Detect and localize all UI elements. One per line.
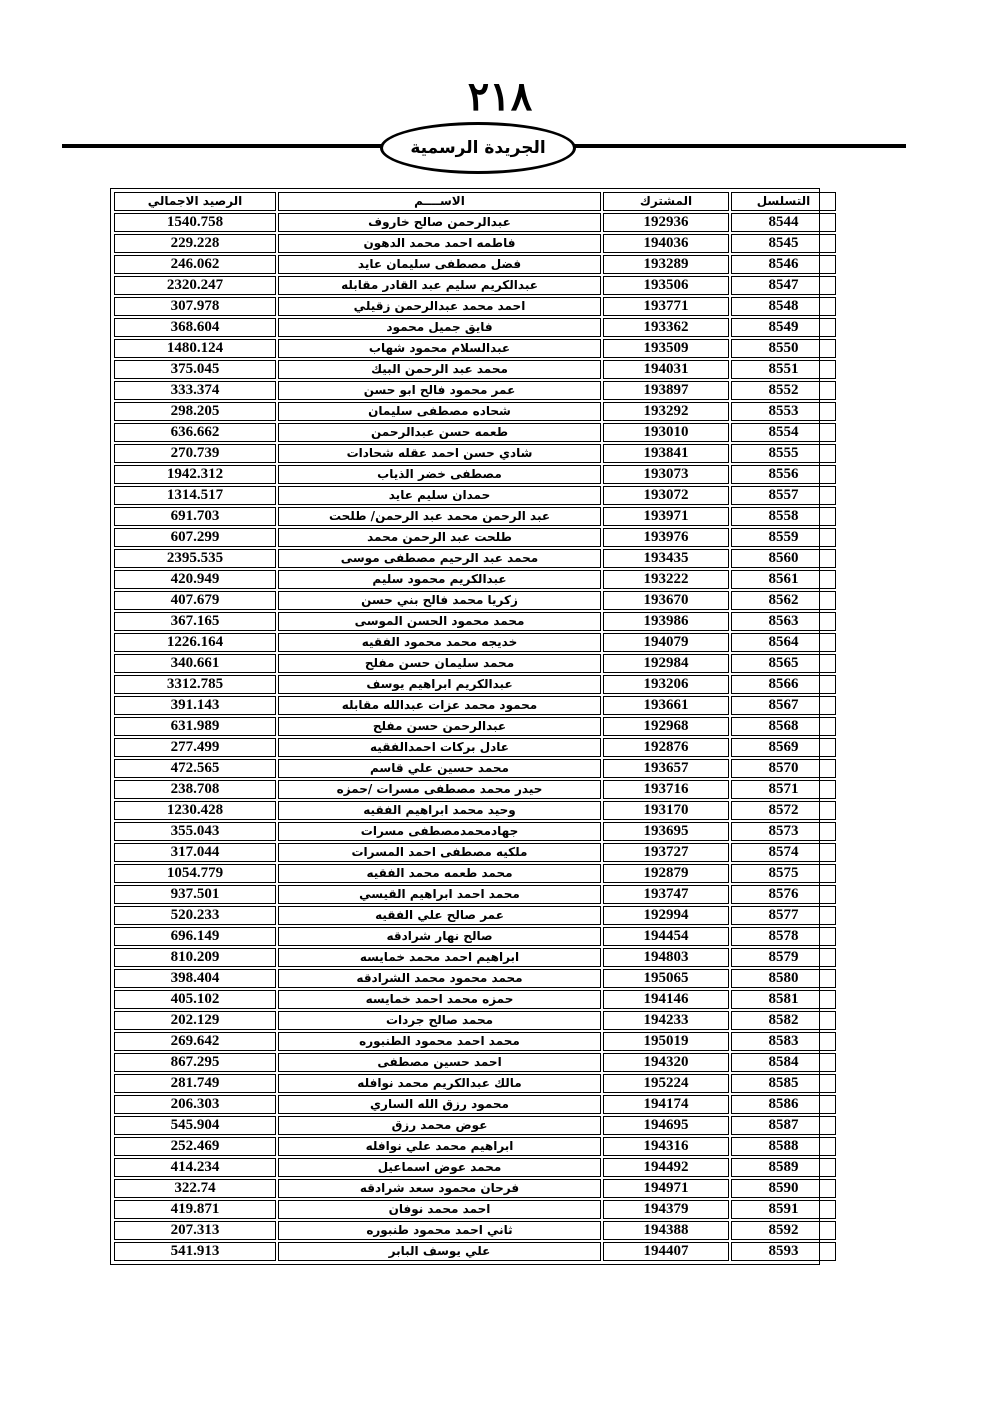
cell-subscriber: 193509 [603, 339, 729, 358]
cell-name: شحاده مصطفى سليمان [278, 402, 601, 421]
table-row [114, 1158, 836, 1177]
cell-balance: 405.102 [114, 990, 276, 1009]
table-row [114, 234, 836, 253]
cell-subscriber: 194031 [603, 360, 729, 379]
cell-serial: 8555 [731, 444, 836, 463]
table-row [114, 381, 836, 400]
cell-balance: 281.749 [114, 1074, 276, 1093]
table-row [114, 297, 836, 316]
cell-name: علي يوسف البابر [278, 1242, 601, 1261]
cell-subscriber: 192879 [603, 864, 729, 883]
cell-balance: 541.913 [114, 1242, 276, 1261]
table-row [114, 633, 836, 652]
cell-serial: 8556 [731, 465, 836, 484]
cell-balance: 270.739 [114, 444, 276, 463]
cell-name: فايق جميل محمود [278, 318, 601, 337]
cell-name: شادي حسن احمد عقله شحادات [278, 444, 601, 463]
cell-subscriber: 193010 [603, 423, 729, 442]
cell-subscriber: 193747 [603, 885, 729, 904]
cell-name: محمد حسين علي قاسم [278, 759, 601, 778]
cell-name: محمد صالح جردات [278, 1011, 601, 1030]
cell-name: محمد طعمه محمد الفقيه [278, 864, 601, 883]
page-number: ٢١٨ [467, 73, 533, 120]
cell-subscriber: 193657 [603, 759, 729, 778]
cell-serial: 8558 [731, 507, 836, 526]
cell-balance: 206.303 [114, 1095, 276, 1114]
table-row [114, 1053, 836, 1072]
cell-balance: 1054.779 [114, 864, 276, 883]
cell-subscriber: 194454 [603, 927, 729, 946]
cell-name: احمد محمد عبدالرحمن زقيلي [278, 297, 601, 316]
cell-subscriber: 194803 [603, 948, 729, 967]
cell-subscriber: 193670 [603, 591, 729, 610]
cell-name: عبد الرحمن محمد عبد الرحمن/ طلحت [278, 507, 601, 526]
cell-serial: 8583 [731, 1032, 836, 1051]
cell-balance: 472.565 [114, 759, 276, 778]
cell-name: زكريا محمد فالح بني حسن [278, 591, 601, 610]
cell-serial: 8588 [731, 1137, 836, 1156]
cell-subscriber: 194233 [603, 1011, 729, 1030]
table-row [114, 885, 836, 904]
cell-subscriber: 193986 [603, 612, 729, 631]
cell-serial: 8552 [731, 381, 836, 400]
cell-balance: 1480.124 [114, 339, 276, 358]
table-row [114, 360, 836, 379]
cell-name: محمود رزق الله الساري [278, 1095, 601, 1114]
cell-serial: 8560 [731, 549, 836, 568]
cell-subscriber: 194320 [603, 1053, 729, 1072]
cell-subscriber: 193976 [603, 528, 729, 547]
table-row [114, 1032, 836, 1051]
cell-balance: 202.129 [114, 1011, 276, 1030]
cell-balance: 322.74 [114, 1179, 276, 1198]
cell-balance: 246.062 [114, 255, 276, 274]
cell-balance: 545.904 [114, 1116, 276, 1135]
subscriber-balance-table [110, 188, 820, 1265]
table-row [114, 1137, 836, 1156]
table-header-row [114, 192, 836, 211]
table-row [114, 570, 836, 589]
table-row [114, 402, 836, 421]
cell-subscriber: 193771 [603, 297, 729, 316]
cell-serial: 8582 [731, 1011, 836, 1030]
table-row [114, 1074, 836, 1093]
table-row [114, 507, 836, 526]
cell-name: ابراهيم احمد محمد خمايسه [278, 948, 601, 967]
cell-balance: 1942.312 [114, 465, 276, 484]
cell-balance: 238.708 [114, 780, 276, 799]
cell-serial: 8563 [731, 612, 836, 631]
cell-name: عبدالرحمن صالح خاروف [278, 213, 601, 232]
cell-serial: 8562 [731, 591, 836, 610]
cell-serial: 8572 [731, 801, 836, 820]
cell-serial: 8545 [731, 234, 836, 253]
cell-balance: 269.642 [114, 1032, 276, 1051]
cell-subscriber: 193661 [603, 696, 729, 715]
cell-balance: 355.043 [114, 822, 276, 841]
table-row [114, 990, 836, 1009]
header-subscriber: المشترك [603, 192, 729, 211]
cell-serial: 8589 [731, 1158, 836, 1177]
cell-name: محمود محمد عزات عبدالله مقابله [278, 696, 601, 715]
cell-subscriber: 194971 [603, 1179, 729, 1198]
cell-subscriber: 192876 [603, 738, 729, 757]
cell-balance: 340.661 [114, 654, 276, 673]
table-row [114, 717, 836, 736]
cell-balance: 520.233 [114, 906, 276, 925]
cell-serial: 8578 [731, 927, 836, 946]
cell-serial: 8561 [731, 570, 836, 589]
cell-subscriber: 194379 [603, 1200, 729, 1219]
cell-balance: 252.469 [114, 1137, 276, 1156]
cell-subscriber: 193289 [603, 255, 729, 274]
cell-name: عبدالسلام محمود شهاب [278, 339, 601, 358]
cell-subscriber: 193292 [603, 402, 729, 421]
cell-serial: 8567 [731, 696, 836, 715]
table-row [114, 906, 836, 925]
cell-name: محمد عبد الرحمن البيك [278, 360, 601, 379]
cell-serial: 8581 [731, 990, 836, 1009]
cell-serial: 8559 [731, 528, 836, 547]
cell-balance: 937.501 [114, 885, 276, 904]
cell-name: جهادمحمدمصطفى مسرات [278, 822, 601, 841]
cell-balance: 333.374 [114, 381, 276, 400]
cell-balance: 1540.758 [114, 213, 276, 232]
cell-name: فاطمه احمد محمد الدهون [278, 234, 601, 253]
cell-subscriber: 193170 [603, 801, 729, 820]
table-row [114, 213, 836, 232]
table-row [114, 318, 836, 337]
cell-serial: 8593 [731, 1242, 836, 1261]
cell-serial: 8553 [731, 402, 836, 421]
table-row [114, 465, 836, 484]
table-row [114, 1116, 836, 1135]
table-row [114, 948, 836, 967]
cell-subscriber: 193073 [603, 465, 729, 484]
table-row [114, 591, 836, 610]
cell-serial: 8585 [731, 1074, 836, 1093]
table-row [114, 1200, 836, 1219]
cell-serial: 8564 [731, 633, 836, 652]
cell-name: طعمه حسن عبدالرحمن [278, 423, 601, 442]
cell-subscriber: 194492 [603, 1158, 729, 1177]
cell-serial: 8576 [731, 885, 836, 904]
cell-subscriber: 192994 [603, 906, 729, 925]
cell-balance: 398.404 [114, 969, 276, 988]
cell-subscriber: 194316 [603, 1137, 729, 1156]
cell-subscriber: 193362 [603, 318, 729, 337]
cell-subscriber: 194388 [603, 1221, 729, 1240]
cell-balance: 691.703 [114, 507, 276, 526]
cell-balance: 696.149 [114, 927, 276, 946]
cell-subscriber: 193897 [603, 381, 729, 400]
cell-name: فرحان محمود سعد شرادقه [278, 1179, 601, 1198]
table-row [114, 549, 836, 568]
cell-name: ابراهيم محمد علي نوافله [278, 1137, 601, 1156]
cell-name: وحيد محمد ابراهيم الفقيه [278, 801, 601, 820]
cell-serial: 8590 [731, 1179, 836, 1198]
cell-serial: 8565 [731, 654, 836, 673]
cell-name: صالح نهار شرادقه [278, 927, 601, 946]
cell-serial: 8548 [731, 297, 836, 316]
cell-serial: 8569 [731, 738, 836, 757]
table-row [114, 339, 836, 358]
cell-name: فضل مصطفى سليمان عايد [278, 255, 601, 274]
cell-balance: 298.205 [114, 402, 276, 421]
cell-subscriber: 195224 [603, 1074, 729, 1093]
cell-name: عمر صالح علي الفقيه [278, 906, 601, 925]
cell-serial: 8573 [731, 822, 836, 841]
table-body [114, 213, 836, 1261]
table-row [114, 1221, 836, 1240]
cell-subscriber: 194695 [603, 1116, 729, 1135]
cell-name: عمر محمود فالح ابو حسن [278, 381, 601, 400]
cell-name: محمد احمد ابراهيم القيسي [278, 885, 601, 904]
cell-serial: 8574 [731, 843, 836, 862]
table-row [114, 1179, 836, 1198]
cell-serial: 8575 [731, 864, 836, 883]
table-row [114, 486, 836, 505]
table-row [114, 696, 836, 715]
cell-subscriber: 194146 [603, 990, 729, 1009]
cell-balance: 368.604 [114, 318, 276, 337]
table-row [114, 654, 836, 673]
table-row [114, 969, 836, 988]
table-row [114, 1011, 836, 1030]
cell-name: محمد محمود الحسن الموسى [278, 612, 601, 631]
table-row [114, 675, 836, 694]
cell-balance: 407.679 [114, 591, 276, 610]
gazette-title: الجريدة الرسمية [410, 138, 546, 158]
table-row [114, 843, 836, 862]
cell-balance: 607.299 [114, 528, 276, 547]
cell-serial: 8586 [731, 1095, 836, 1114]
table-row [114, 801, 836, 820]
cell-serial: 8546 [731, 255, 836, 274]
cell-balance: 631.989 [114, 717, 276, 736]
cell-balance: 867.295 [114, 1053, 276, 1072]
cell-balance: 414.234 [114, 1158, 276, 1177]
cell-subscriber: 193695 [603, 822, 729, 841]
cell-subscriber: 192936 [603, 213, 729, 232]
cell-name: محمد احمد محمود الطنبوره [278, 1032, 601, 1051]
cell-balance: 375.045 [114, 360, 276, 379]
cell-serial: 8551 [731, 360, 836, 379]
cell-subscriber: 194079 [603, 633, 729, 652]
cell-name: محمد عبد الرحيم مصطفى موسى [278, 549, 601, 568]
cell-name: عادل بركات احمدالفقيه [278, 738, 601, 757]
cell-name: محمد عوض اسماعيل [278, 1158, 601, 1177]
cell-subscriber: 193971 [603, 507, 729, 526]
cell-name: عبدالكريم محمود سليم [278, 570, 601, 589]
cell-balance: 636.662 [114, 423, 276, 442]
table-row [114, 444, 836, 463]
cell-serial: 8592 [731, 1221, 836, 1240]
table-row [114, 927, 836, 946]
cell-serial: 8550 [731, 339, 836, 358]
cell-subscriber: 193072 [603, 486, 729, 505]
cell-serial: 8571 [731, 780, 836, 799]
cell-balance: 1226.164 [114, 633, 276, 652]
gazette-title-badge [380, 122, 576, 174]
cell-name: محمد سليمان حسن مفلح [278, 654, 601, 673]
cell-balance: 207.313 [114, 1221, 276, 1240]
cell-name: ملكيه مصطفى احمد المسرات [278, 843, 601, 862]
cell-subscriber: 193206 [603, 675, 729, 694]
cell-name: طلحت عبد الرحمن محمد [278, 528, 601, 547]
cell-name: خديجه محمد محمود الفقيه [278, 633, 601, 652]
cell-name: مالك عبدالكريم محمد نوافله [278, 1074, 601, 1093]
table-row [114, 822, 836, 841]
cell-serial: 8580 [731, 969, 836, 988]
cell-subscriber: 195019 [603, 1032, 729, 1051]
cell-subscriber: 194174 [603, 1095, 729, 1114]
cell-balance: 1230.428 [114, 801, 276, 820]
cell-balance: 391.143 [114, 696, 276, 715]
table-row [114, 276, 836, 295]
cell-serial: 8557 [731, 486, 836, 505]
cell-subscriber: 194407 [603, 1242, 729, 1261]
cell-name: ثاني احمد محمود طنبوره [278, 1221, 601, 1240]
table-row [114, 1095, 836, 1114]
cell-balance: 810.209 [114, 948, 276, 967]
cell-name: حيدر محمد مصطفى مسرات /حمزه [278, 780, 601, 799]
cell-name: محمد محمود محمد الشرادقه [278, 969, 601, 988]
cell-balance: 367.165 [114, 612, 276, 631]
cell-balance: 307.978 [114, 297, 276, 316]
cell-name: احمد محمد نوفان [278, 1200, 601, 1219]
cell-name: احمد حسين مصطفى [278, 1053, 601, 1072]
cell-subscriber: 193222 [603, 570, 729, 589]
header-name: الاســــم [278, 192, 601, 211]
cell-balance: 1314.517 [114, 486, 276, 505]
table-row [114, 612, 836, 631]
cell-name: عوض محمد رزق [278, 1116, 601, 1135]
table-row [114, 780, 836, 799]
cell-balance: 317.044 [114, 843, 276, 862]
cell-serial: 8584 [731, 1053, 836, 1072]
table-row [114, 759, 836, 778]
table-row [114, 255, 836, 274]
cell-serial: 8544 [731, 213, 836, 232]
header-balance: الرصيد الاجمالي [114, 192, 276, 211]
cell-subscriber: 192984 [603, 654, 729, 673]
table-row [114, 864, 836, 883]
cell-balance: 419.871 [114, 1200, 276, 1219]
cell-subscriber: 192968 [603, 717, 729, 736]
cell-balance: 229.228 [114, 234, 276, 253]
cell-subscriber: 193841 [603, 444, 729, 463]
cell-name: مصطفى خضر الذياب [278, 465, 601, 484]
cell-subscriber: 193435 [603, 549, 729, 568]
cell-subscriber: 195065 [603, 969, 729, 988]
table-row [114, 423, 836, 442]
cell-serial: 8587 [731, 1116, 836, 1135]
table-row [114, 1242, 836, 1261]
cell-balance: 277.499 [114, 738, 276, 757]
cell-subscriber: 193716 [603, 780, 729, 799]
cell-subscriber: 194036 [603, 234, 729, 253]
cell-serial: 8549 [731, 318, 836, 337]
cell-name: عبدالكريم سليم عبد القادر مقابله [278, 276, 601, 295]
cell-serial: 8568 [731, 717, 836, 736]
cell-serial: 8579 [731, 948, 836, 967]
cell-balance: 2320.247 [114, 276, 276, 295]
cell-serial: 8591 [731, 1200, 836, 1219]
cell-serial: 8577 [731, 906, 836, 925]
cell-balance: 3312.785 [114, 675, 276, 694]
cell-name: حمزه محمد احمد خمايسه [278, 990, 601, 1009]
cell-name: عبدالرحمن حسن مفلح [278, 717, 601, 736]
table-row [114, 528, 836, 547]
cell-balance: 420.949 [114, 570, 276, 589]
cell-balance: 2395.535 [114, 549, 276, 568]
cell-name: حمدان سليم عايد [278, 486, 601, 505]
cell-subscriber: 193727 [603, 843, 729, 862]
cell-serial: 8547 [731, 276, 836, 295]
cell-serial: 8554 [731, 423, 836, 442]
cell-subscriber: 193506 [603, 276, 729, 295]
header-serial: التسلسل [731, 192, 836, 211]
cell-serial: 8566 [731, 675, 836, 694]
cell-name: عبدالكريم ابراهيم يوسف [278, 675, 601, 694]
cell-serial: 8570 [731, 759, 836, 778]
table-row [114, 738, 836, 757]
